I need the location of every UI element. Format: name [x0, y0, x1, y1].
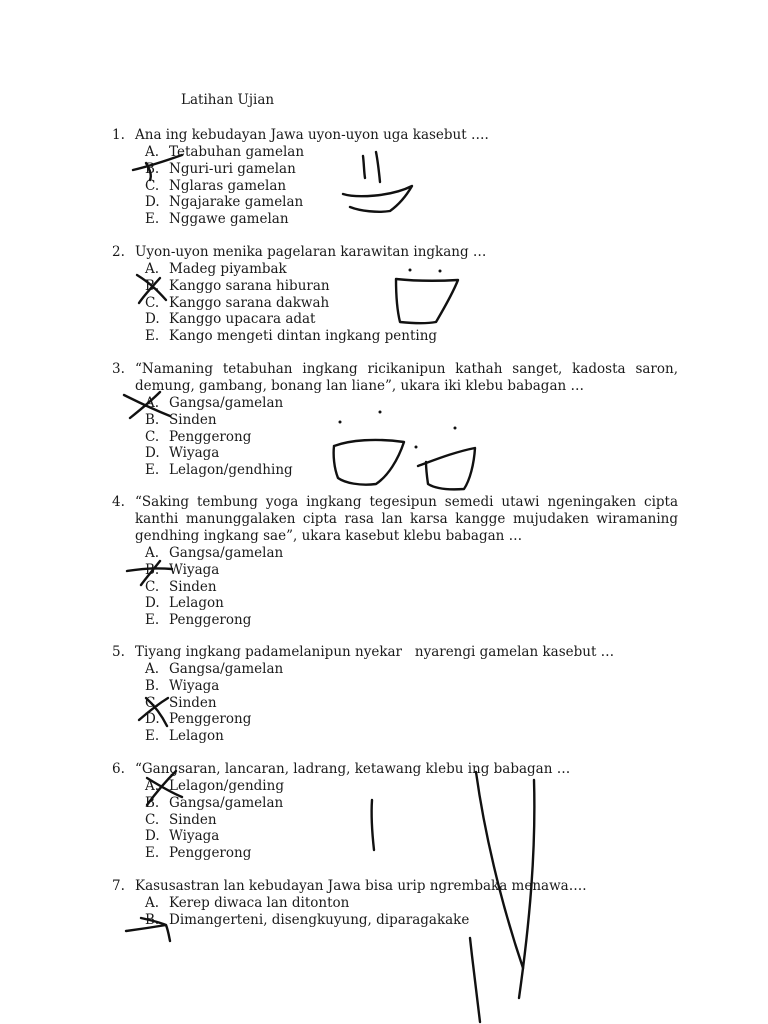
- question-6: [112, 761, 678, 862]
- option-d[interactable]: [112, 445, 678, 462]
- option-a[interactable]: [112, 395, 678, 412]
- option-e[interactable]: [112, 328, 678, 345]
- option-letter: D.: [145, 711, 160, 728]
- option-letter: D.: [145, 445, 160, 462]
- question-text: Kasusastran lan kebudayan Jawa bisa urip ngrembaka menawa….: [135, 878, 587, 894]
- question-text: “Saking tembung yoga ingkang tegesipun semedi utawi ngeningaken cipta kanthi manunggalaken cipta rasa lan karsa kangge mujudaken wiramaning gendhing ingkang sae”, ukara kasebut klebu babagan …: [135, 494, 678, 544]
- option-c[interactable]: [112, 429, 678, 446]
- option-d[interactable]: [112, 595, 678, 612]
- option-a[interactable]: [112, 895, 678, 912]
- option-letter: C.: [145, 694, 160, 711]
- option-text: Lelagon/gendhing: [169, 462, 293, 479]
- option-e[interactable]: [112, 728, 678, 745]
- question-number: 6.: [112, 761, 125, 777]
- question-number: 3.: [112, 361, 125, 377]
- option-text: Nggawe gamelan: [169, 211, 289, 228]
- option-c[interactable]: [112, 178, 678, 195]
- option-d[interactable]: [112, 711, 678, 728]
- option-letter: B.: [145, 911, 160, 928]
- question-number: 7.: [112, 878, 125, 894]
- option-text: Dimangerteni, disengkuyung, diparagakake: [169, 911, 470, 928]
- option-letter: C.: [145, 578, 160, 595]
- option-letter: E.: [145, 728, 160, 745]
- option-b[interactable]: [112, 278, 678, 295]
- option-list: [112, 895, 678, 929]
- option-a[interactable]: [112, 661, 678, 678]
- option-text: Madeg piyambak: [169, 261, 287, 277]
- option-text: Penggerong: [169, 612, 252, 629]
- option-letter: E.: [145, 328, 160, 345]
- option-text: Wiyaga: [169, 561, 220, 578]
- option-text: Gangsa/gamelan: [169, 661, 284, 677]
- option-letter: C.: [145, 177, 160, 194]
- option-letter: E.: [145, 211, 160, 228]
- option-letter: E.: [145, 845, 160, 862]
- option-text: Kerep diwaca lan ditonton: [169, 895, 350, 911]
- option-letter: D.: [145, 311, 160, 328]
- option-letter: A.: [145, 545, 160, 561]
- option-letter: D.: [145, 828, 160, 845]
- option-d[interactable]: [112, 828, 678, 845]
- option-letter: A.: [145, 144, 160, 160]
- option-b[interactable]: [112, 562, 678, 579]
- option-text: Nguri-uri gamelan: [169, 160, 296, 177]
- option-d[interactable]: [112, 311, 678, 328]
- option-letter: C.: [145, 428, 160, 445]
- option-text: Sinden: [169, 694, 217, 711]
- question-2: [112, 244, 678, 345]
- option-b[interactable]: [112, 795, 678, 812]
- option-text: Gangsa/gamelan: [169, 794, 284, 811]
- option-text: Nglaras gamelan: [169, 177, 287, 194]
- option-a[interactable]: [112, 545, 678, 562]
- option-text: Ngajarake gamelan: [169, 194, 304, 211]
- question-3: [112, 361, 678, 479]
- question-number: 1.: [112, 127, 125, 143]
- option-letter: B.: [145, 160, 160, 177]
- option-d[interactable]: [112, 194, 678, 211]
- option-list: [112, 144, 678, 228]
- option-letter: B.: [145, 677, 160, 694]
- option-b[interactable]: [112, 412, 678, 429]
- option-letter: A.: [145, 395, 160, 411]
- option-b[interactable]: [112, 912, 678, 929]
- option-text: Lelagon: [169, 728, 224, 745]
- option-text: Tetabuhan gamelan: [169, 144, 305, 160]
- option-a[interactable]: [112, 778, 678, 795]
- question-5: [112, 644, 678, 745]
- option-text: Penggerong: [169, 711, 252, 728]
- option-c[interactable]: [112, 812, 678, 829]
- option-text: Sinden: [169, 411, 217, 428]
- option-e[interactable]: [112, 462, 678, 479]
- document-title: Latihan Ujian: [181, 92, 275, 108]
- option-c[interactable]: [112, 695, 678, 712]
- option-text: Lelagon: [169, 595, 224, 612]
- option-text: Kanggo sarana dakwah: [169, 294, 330, 311]
- option-letter: B.: [145, 561, 160, 578]
- option-text: Wiyaga: [169, 828, 220, 845]
- option-list: [112, 661, 678, 745]
- option-letter: C.: [145, 811, 160, 828]
- option-letter: B.: [145, 411, 160, 428]
- option-b[interactable]: [112, 161, 678, 178]
- option-text: Sinden: [169, 811, 217, 828]
- question-7: [112, 878, 678, 929]
- question-text: Tiyang ingkang padamelanipun nyekar nyarengi gamelan kasebut …: [135, 644, 615, 660]
- question-text: Uyon-uyon menika pagelaran karawitan ingkang …: [135, 244, 487, 260]
- option-text: Kanggo upacara adat: [169, 311, 316, 328]
- option-text: Penggerong: [169, 428, 252, 445]
- option-letter: A.: [145, 895, 160, 911]
- option-text: Lelagon/gending: [169, 778, 284, 794]
- option-b[interactable]: [112, 678, 678, 695]
- option-letter: D.: [145, 595, 160, 612]
- option-text: Wiyaga: [169, 677, 220, 694]
- option-text: Kanggo sarana hiburan: [169, 277, 330, 294]
- option-text: Wiyaga: [169, 445, 220, 462]
- option-letter: B.: [145, 794, 160, 811]
- option-letter: A.: [145, 261, 160, 277]
- option-letter: A.: [145, 661, 160, 677]
- option-letter: D.: [145, 194, 160, 211]
- question-text: “Gangsaran, lancaran, ladrang, ketawang klebu ing babagan …: [135, 761, 571, 777]
- option-a[interactable]: [112, 261, 678, 278]
- option-list: [112, 778, 678, 862]
- option-text: Gangsa/gamelan: [169, 545, 284, 561]
- question-number: 4.: [112, 494, 125, 510]
- question-number: 5.: [112, 644, 125, 660]
- option-c[interactable]: [112, 579, 678, 596]
- option-c[interactable]: [112, 295, 678, 312]
- option-text: Penggerong: [169, 845, 252, 862]
- option-text: Gangsa/gamelan: [169, 395, 284, 411]
- question-4: [112, 494, 678, 629]
- option-e[interactable]: [112, 612, 678, 629]
- option-list: [112, 395, 678, 479]
- option-e[interactable]: [112, 211, 678, 228]
- question-number: 2.: [112, 244, 125, 260]
- option-letter: C.: [145, 294, 160, 311]
- question-text: Ana ing kebudayan Jawa uyon-uyon uga kasebut ….: [135, 127, 489, 143]
- option-letter: E.: [145, 462, 160, 479]
- question-1: [112, 127, 678, 228]
- option-text: Sinden: [169, 578, 217, 595]
- option-list: [112, 545, 678, 629]
- option-letter: B.: [145, 277, 160, 294]
- question-text: “Namaning tetabuhan ingkang ricikanipun kathah sanget, kadosta saron, demung, gambang, bonang lan liane”, ukara iki klebu babagan …: [135, 361, 678, 394]
- option-a[interactable]: [112, 144, 678, 161]
- option-text: Kango mengeti dintan ingkang penting: [169, 328, 438, 345]
- option-letter: A.: [145, 778, 160, 794]
- option-letter: E.: [145, 612, 160, 629]
- option-list: [112, 261, 678, 345]
- doodle-stroke: [470, 938, 480, 1022]
- option-e[interactable]: [112, 845, 678, 862]
